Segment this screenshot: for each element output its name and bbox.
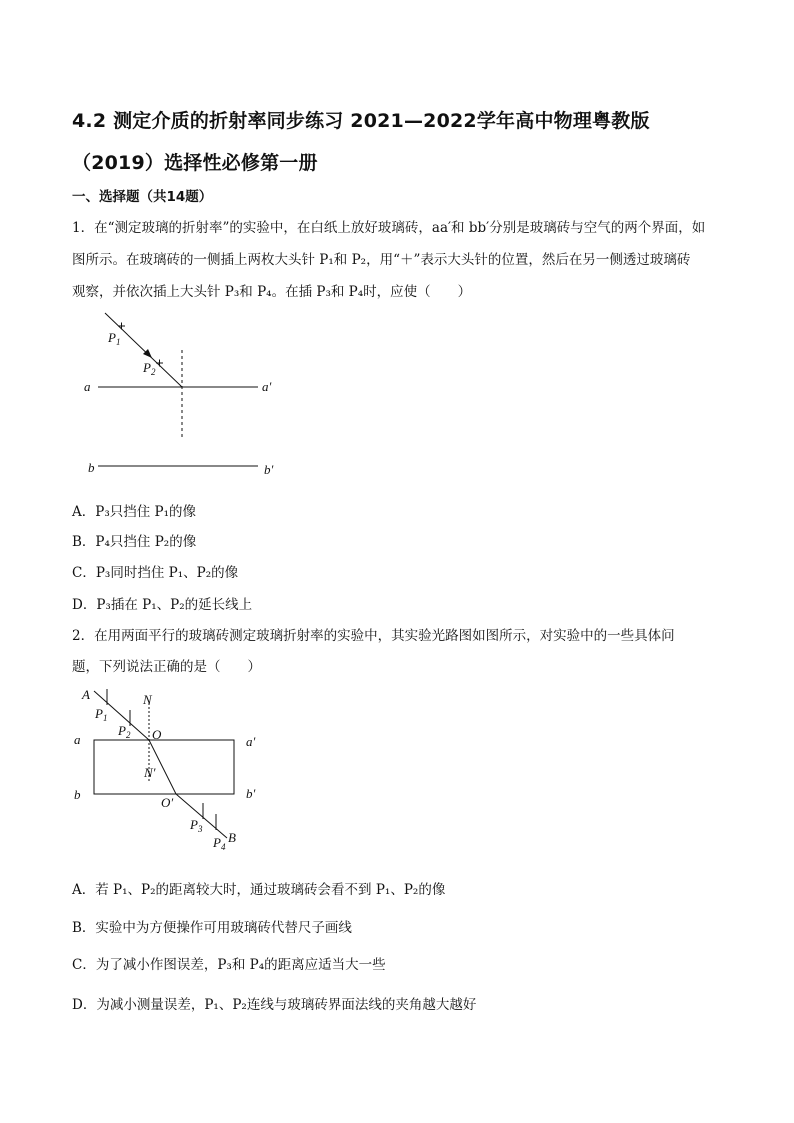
q2-text-line-2: 题，下列说法正确的是（ ）: [72, 659, 261, 675]
q2-option-d: D．为减小测量误差，P₁、P₂连线与玻璃砖界面法线的夹角越大越好: [72, 997, 477, 1013]
q1-label-p1: $P_1$: [108, 330, 121, 347]
q2-option-c: C．为了减小作图误差，P₃和 P₄的距离应适当大一些: [72, 957, 386, 973]
q1-text-line-3: 观察，并依次插上大头针 P₃和 P₄。在插 P₃和 P₄时，应使（ ）: [72, 284, 472, 300]
q2-label-O-prime: O′: [161, 795, 174, 810]
q1-label-a-prime: a′: [262, 379, 272, 394]
page-title-line-2: （2019）选择性必修第一册: [72, 152, 318, 174]
q2-figure: [72, 683, 272, 858]
page-title-line-1: 4.2 测定介质的折射率同步练习 2021—2022学年高中物理粤教版: [72, 110, 650, 132]
q2-option-b: B．实验中为方便操作可用玻璃砖代替尺子画线: [72, 920, 352, 936]
q1-text-line-1: 1．在“测定玻璃的折射率”的实验中，在白纸上放好玻璃砖，aa′和 bb′分别是玻璃砖与空气的两个界面，如: [72, 220, 706, 236]
q1-label-b: b: [88, 460, 95, 475]
q2-label-B: B: [228, 830, 236, 845]
q2-label-N: N: [143, 692, 152, 707]
q1-option-b: B．P₄只挡住 P₂的像: [72, 534, 197, 550]
q1-label-b-prime: b′: [264, 462, 274, 477]
q2-label-p2: $P_2$: [118, 723, 131, 740]
q1-label-p2: $P_2$: [143, 360, 156, 377]
q2-label-b: b: [74, 787, 81, 802]
q2-glass-block: [94, 740, 234, 794]
q2-label-a-prime: a′: [246, 734, 256, 749]
q2-label-p4: $P_4$: [213, 835, 226, 852]
q1-pin-p2-marker: [156, 360, 163, 367]
q1-option-a: A．P₃只挡住 P₁的像: [72, 504, 197, 520]
q1-option-c: C．P₃同时挡住 P₁、P₂的像: [72, 565, 239, 581]
q2-text-line-1: 2．在用两面平行的玻璃砖测定玻璃折射率的实验中，其实验光路图如图所示，对实验中的一些具体问: [72, 628, 675, 644]
q1-option-d: D．P₃插在 P₁、P₂的延长线上: [72, 597, 253, 613]
q2-option-a: A．若 P₁、P₂的距离较大时，通过玻璃砖会看不到 P₁、P₂的像: [72, 882, 446, 898]
q2-label-b-prime: b′: [246, 786, 256, 801]
q2-label-a: a: [74, 732, 81, 747]
section-heading: 一、选择题（共14题）: [72, 189, 213, 205]
q2-label-O: O: [152, 727, 162, 742]
q2-label-p1: $P_1$: [95, 706, 108, 723]
q2-label-A: A: [82, 687, 90, 702]
q1-text-line-2: 图所示。在玻璃砖的一侧插上两枚大头针 P₁和 P₂，用“＋”表示大头针的位置，然后在另一侧透过玻璃砖: [72, 252, 691, 268]
q1-label-a: a: [84, 379, 91, 394]
q2-label-p3: $P_3$: [190, 817, 203, 834]
q2-label-N-prime: N′: [144, 765, 156, 780]
q1-figure: [72, 305, 302, 485]
q1-pin-p1-marker: [118, 323, 125, 330]
q1-incident-ray: [105, 313, 182, 387]
